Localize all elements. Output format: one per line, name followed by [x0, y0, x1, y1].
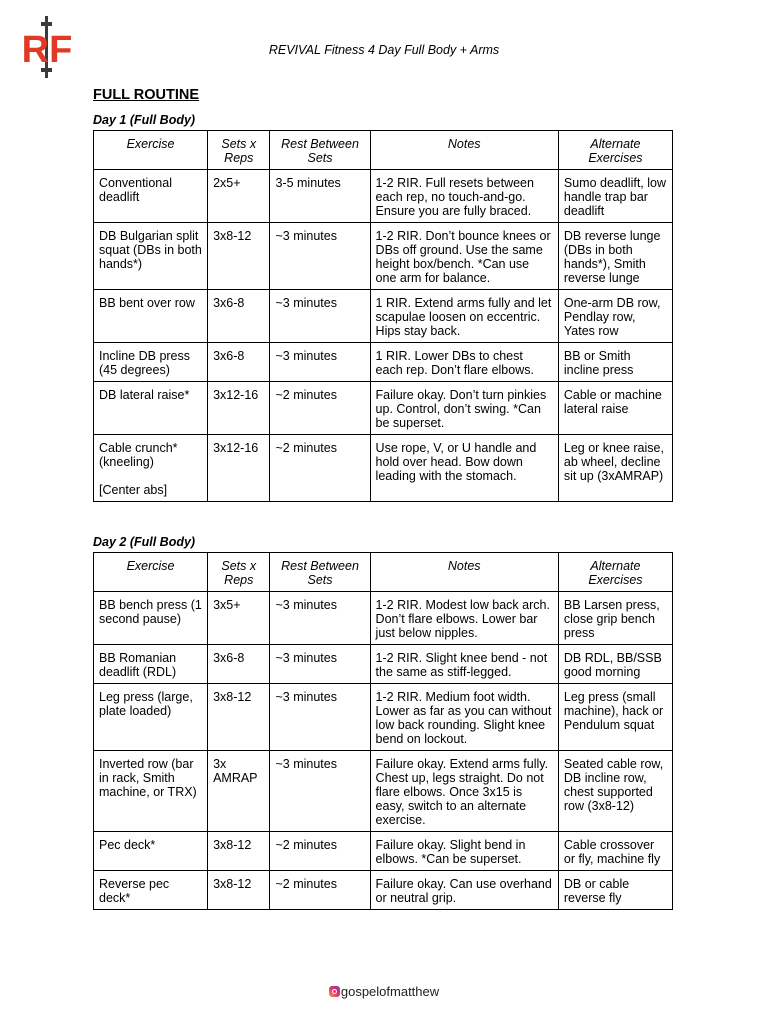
day-1-title: Day 1 (Full Body) — [93, 113, 196, 127]
alternate-cell: Leg press (small machine), hack or Pendulum squat — [558, 684, 672, 751]
exercise-cell: DB Bulgarian split squat (DBs in both hands*) — [94, 223, 208, 290]
header-sets-reps: Sets x Reps — [208, 553, 270, 592]
table-row — [94, 223, 673, 290]
exercise-cell: Incline DB press (45 degrees) — [94, 343, 208, 382]
alternate-cell: One-arm DB row, Pendlay row, Yates row — [558, 290, 672, 343]
table-row — [94, 684, 673, 751]
table-row — [94, 170, 673, 223]
table-row — [94, 751, 673, 832]
sets-cell: 3x6-8 — [208, 343, 270, 382]
logo-text: RF — [21, 29, 73, 71]
rest-cell: ~2 minutes — [270, 435, 370, 502]
notes-cell: Failure okay. Extend arms fully. Chest up, legs straight. Do not flare elbows. Once 3x15 is easy, switch to an alternate exercise. — [370, 751, 558, 832]
notes-cell: Failure okay. Slight bend in elbows. *Can be superset. — [370, 832, 558, 871]
table-row — [94, 435, 673, 502]
routine-title: FULL ROUTINE — [93, 87, 200, 103]
rest-cell: ~3 minutes — [270, 684, 370, 751]
day-2-table — [93, 552, 673, 910]
notes-cell: Failure okay. Can use overhand or neutral grip. — [370, 871, 558, 910]
day-1-table — [93, 130, 673, 502]
table-row — [94, 382, 673, 435]
alternate-cell: Seated cable row, DB incline row, chest supported row (3x8-12) — [558, 751, 672, 832]
alternate-cell: DB RDL, BB/SSB good morning — [558, 645, 672, 684]
exercise-extra: [Center abs] — [99, 483, 168, 497]
sets-cell: 3x8-12 — [208, 223, 270, 290]
rest-cell: ~2 minutes — [270, 871, 370, 910]
exercise-cell: Inverted row (bar in rack, Smith machine, or TRX) — [94, 751, 208, 832]
instagram-handle[interactable]: gospelofmatthew — [340, 984, 440, 999]
header-rest: Rest Between Sets — [270, 553, 370, 592]
notes-cell: 1 RIR. Lower DBs to chest each rep. Don’t flare elbows. — [370, 343, 558, 382]
exercise-cell: DB lateral raise* — [94, 382, 208, 435]
table-row — [94, 290, 673, 343]
notes-cell: 1-2 RIR. Modest low back arch. Don’t flare elbows. Lower bar just below nipples. — [370, 592, 558, 645]
table-row — [94, 832, 673, 871]
table-row — [94, 871, 673, 910]
header-rest: Rest Between Sets — [270, 131, 370, 170]
exercise-cell: BB Romanian deadlift (RDL) — [94, 645, 208, 684]
exercise-cell — [94, 435, 208, 502]
sets-cell: 3x8-12 — [208, 871, 270, 910]
exercise-cell: Pec deck* — [94, 832, 208, 871]
exercise-cell: Reverse pec deck* — [94, 871, 208, 910]
alternate-cell: BB or Smith incline press — [558, 343, 672, 382]
rest-cell: ~2 minutes — [270, 832, 370, 871]
sets-cell: 3x5+ — [208, 592, 270, 645]
rest-cell: ~2 minutes — [270, 382, 370, 435]
alternate-cell: DB or cable reverse fly — [558, 871, 672, 910]
table-row — [94, 592, 673, 645]
footer — [0, 984, 768, 999]
rest-cell: ~3 minutes — [270, 343, 370, 382]
rest-cell: 3-5 minutes — [270, 170, 370, 223]
document-title: REVIVAL Fitness 4 Day Full Body + Arms — [268, 43, 500, 57]
alternate-cell: BB Larsen press, close grip bench press — [558, 592, 672, 645]
table-row — [94, 645, 673, 684]
header-alternate: Alternate Exercises — [558, 131, 672, 170]
exercise-name: Cable crunch* (kneeling) — [99, 441, 178, 469]
sets-cell: 3x8-12 — [208, 684, 270, 751]
rest-cell: ~3 minutes — [270, 223, 370, 290]
header-notes: Notes — [370, 131, 558, 170]
instagram-icon — [329, 986, 340, 997]
day-2-title: Day 2 (Full Body) — [93, 535, 196, 549]
sets-cell: 3x6-8 — [208, 645, 270, 684]
exercise-cell: Conventional deadlift — [94, 170, 208, 223]
header-exercise: Exercise — [94, 553, 208, 592]
table-header-row — [94, 553, 673, 592]
sets-cell: 3x6-8 — [208, 290, 270, 343]
notes-cell: Failure okay. Don’t turn pinkies up. Control, don’t swing. *Can be superset. — [370, 382, 558, 435]
sets-cell: 3x AMRAP — [208, 751, 270, 832]
alternate-cell: Cable or machine lateral raise — [558, 382, 672, 435]
alternate-cell: Sumo deadlift, low handle trap bar deadlift — [558, 170, 672, 223]
notes-cell: 1-2 RIR. Slight knee bend - not the same as stiff-legged. — [370, 645, 558, 684]
header-notes: Notes — [370, 553, 558, 592]
table-header-row — [94, 131, 673, 170]
notes-cell: 1 RIR. Extend arms fully and let scapulae loosen on eccentric. Hips stay back. — [370, 290, 558, 343]
table-row — [94, 343, 673, 382]
notes-cell: Use rope, V, or U handle and hold over head. Bow down leading with the stomach. — [370, 435, 558, 502]
notes-cell: 1-2 RIR. Full resets between each rep, no touch-and-go. Ensure you are fully braced. — [370, 170, 558, 223]
notes-cell: 1-2 RIR. Medium foot width. Lower as far as you can without low back rounding. Slight knee bend on lockout. — [370, 684, 558, 751]
header-alternate: Alternate Exercises — [558, 553, 672, 592]
alternate-cell: Leg or knee raise, ab wheel, decline sit up (3xAMRAP) — [558, 435, 672, 502]
header-exercise: Exercise — [94, 131, 208, 170]
sets-cell: 2x5+ — [208, 170, 270, 223]
rest-cell: ~3 minutes — [270, 751, 370, 832]
exercise-cell: BB bent over row — [94, 290, 208, 343]
sets-cell: 3x12-16 — [208, 382, 270, 435]
rest-cell: ~3 minutes — [270, 290, 370, 343]
rest-cell: ~3 minutes — [270, 645, 370, 684]
rest-cell: ~3 minutes — [270, 592, 370, 645]
exercise-cell: Leg press (large, plate loaded) — [94, 684, 208, 751]
alternate-cell: DB reverse lunge (DBs in both hands*), Smith reverse lunge — [558, 223, 672, 290]
sets-cell: 3x12-16 — [208, 435, 270, 502]
sets-cell: 3x8-12 — [208, 832, 270, 871]
notes-cell: 1-2 RIR. Don’t bounce knees or DBs off ground. Use the same height box/bench. *Can use one arm for balance. — [370, 223, 558, 290]
header-sets-reps: Sets x Reps — [208, 131, 270, 170]
exercise-cell: BB bench press (1 second pause) — [94, 592, 208, 645]
alternate-cell: Cable crossover or fly, machine fly — [558, 832, 672, 871]
